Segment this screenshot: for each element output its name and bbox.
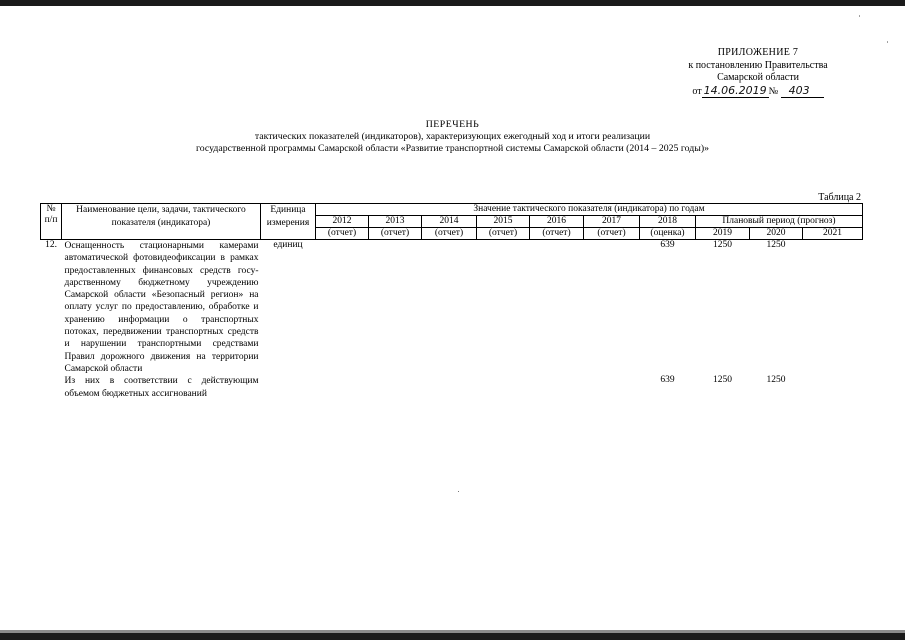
row-value-2020: 1250 <box>766 375 786 386</box>
header-year: 2014 <box>422 216 477 228</box>
table-header-row <box>41 204 863 216</box>
handwritten-number: 403 <box>781 84 824 98</box>
appendix-date-line <box>692 85 823 99</box>
row-unit <box>261 375 316 400</box>
row-value-2012 <box>316 375 369 400</box>
scan-speck: ˙ <box>886 40 889 50</box>
header-year-kind: (отчет) <box>316 228 369 240</box>
document-subtitle-line2: государственной программы Самарской области «Развитие транспортной системы Самарской области (2014 – 2025 годы)» <box>196 143 709 154</box>
row-value-2015 <box>477 375 530 400</box>
row-value-2013 <box>369 240 422 376</box>
row-value-2018: 639 <box>660 375 675 386</box>
header-year: 2018 <box>640 216 696 228</box>
row-num: 12. <box>45 240 57 250</box>
row-num <box>41 375 62 400</box>
appendix-title: ПРИЛОЖЕНИЕ 7 <box>717 47 799 58</box>
row-value-2015 <box>477 240 530 376</box>
document-title: ПЕРЕЧЕНЬ <box>425 119 480 130</box>
appendix-line1: к постановлению Правительства <box>688 59 828 71</box>
scan-speck: ˙ <box>858 14 861 24</box>
row-name: Из них в соответствии с действующим объемом бюджетных ассигнований <box>64 376 259 399</box>
header-year: 2016 <box>530 216 584 228</box>
header-year-kind: (отчет) <box>477 228 530 240</box>
table-row <box>41 240 863 376</box>
header-values-group: Значение тактического показателя (индикатора) по годам <box>316 204 863 216</box>
header-plan-group: Плановый период (прогноз) <box>696 216 863 228</box>
row-unit: единиц <box>273 240 303 250</box>
header-year-kind: (оценка) <box>640 228 696 240</box>
handwritten-date: 14.06.2019 <box>703 83 767 97</box>
appendix-number-sign: № <box>768 85 779 97</box>
header-unit: Единица измерения <box>261 204 316 240</box>
row-value-2016 <box>530 375 584 400</box>
row-name: Оснащенность стационарными камерами автоматической фотовидеофиксации в рамках предоставленных финансовых средств государственному бюджетному учреждению Самарской области «Безопасный регион» на оплату услуг по предоставлению, обработке и хранению информации о транспортных потоках, передвижении транспортных средств и нарушении транспортными средствами Правил дорожного движения на территории Самарской области <box>64 241 259 374</box>
table-label: Таблица 2 <box>818 192 861 203</box>
table-row <box>41 375 863 400</box>
indicator-table <box>40 203 863 400</box>
header-year-kind: (отчет) <box>422 228 477 240</box>
header-year-kind: (отчет) <box>369 228 422 240</box>
header-plan-year: 2019 <box>696 228 750 240</box>
header-year-kind: (отчет) <box>530 228 584 240</box>
scan-speck <box>458 491 459 492</box>
header-year: 2013 <box>369 216 422 228</box>
appendix-from-prefix: от <box>692 85 702 97</box>
row-value-2017 <box>584 240 640 376</box>
row-value-2021 <box>803 375 863 400</box>
scan-top-edge <box>0 0 905 6</box>
header-year: 2015 <box>477 216 530 228</box>
row-value-2013 <box>369 375 422 400</box>
row-value-2012 <box>316 240 369 376</box>
header-num: № п/п <box>41 204 62 240</box>
row-value-2019: 1250 <box>713 240 732 250</box>
row-value-2018: 639 <box>660 240 675 250</box>
header-plan-year: 2020 <box>750 228 803 240</box>
appendix-line2: Самарской области <box>717 72 799 83</box>
row-value-2014 <box>422 240 477 376</box>
appendix-block <box>658 47 858 98</box>
header-year-kind: (отчет) <box>584 228 640 240</box>
header-year: 2012 <box>316 216 369 228</box>
row-value-2017 <box>584 375 640 400</box>
header-plan-year: 2021 <box>803 228 863 240</box>
row-value-2016 <box>530 240 584 376</box>
row-value-2019: 1250 <box>713 375 732 386</box>
row-value-2021 <box>803 240 863 376</box>
document-subtitle-line1: тактических показателей (индикаторов), характеризующих ежегодный ход и итоги реализации <box>254 131 651 142</box>
row-value-2020: 1250 <box>766 240 786 250</box>
row-value-2014 <box>422 375 477 400</box>
header-name: Наименование цели, задачи, тактического показателя (индикатора) <box>62 204 261 240</box>
scan-bottom-edge <box>0 633 905 640</box>
header-year: 2017 <box>584 216 640 228</box>
